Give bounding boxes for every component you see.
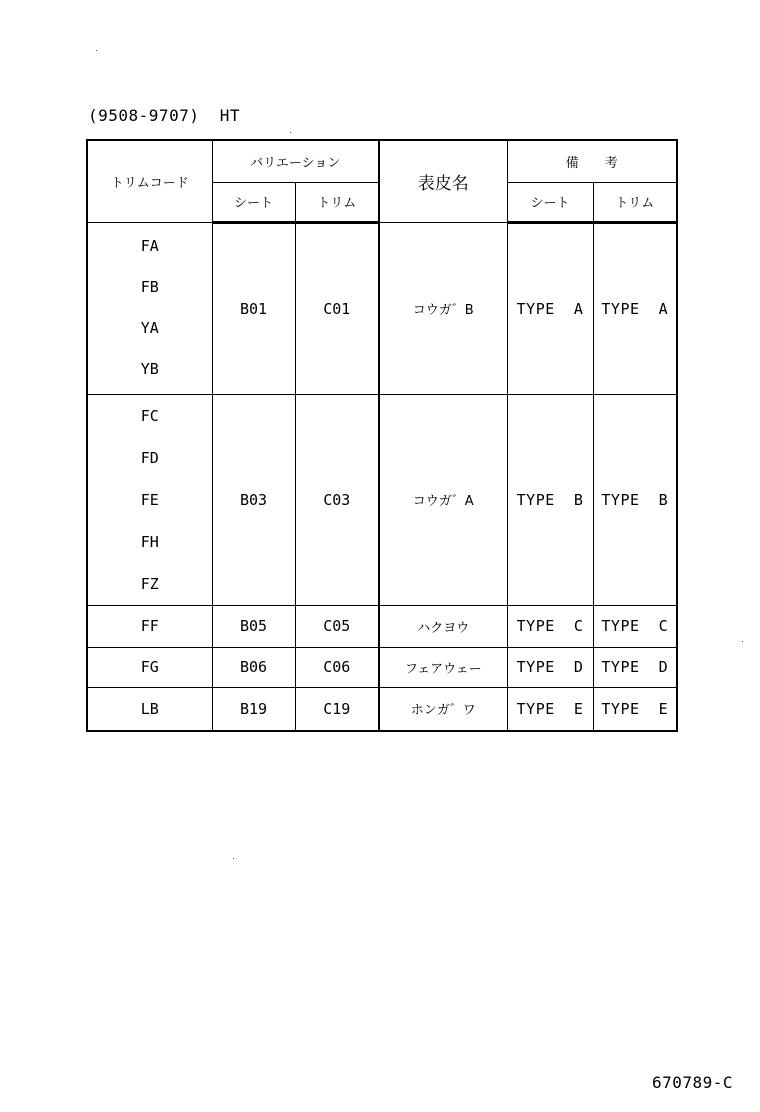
table-row bbox=[87, 647, 677, 687]
header-remarks-trim: トリム bbox=[593, 182, 677, 222]
header-variation: バリエーション bbox=[212, 140, 379, 182]
remarks-seat-cell: TYPE C bbox=[507, 605, 593, 647]
trim-code-cell: LB bbox=[87, 687, 212, 731]
trim-code-cell bbox=[87, 222, 212, 394]
trim-variation-cell: C03 bbox=[295, 394, 379, 605]
seat-variation-cell: B06 bbox=[212, 647, 295, 687]
seat-variation-cell: B05 bbox=[212, 605, 295, 647]
remarks-seat-cell: TYPE E bbox=[507, 687, 593, 731]
material-cell: ハクヨウ bbox=[379, 605, 507, 647]
trim-code-table bbox=[86, 139, 678, 732]
remarks-trim-cell: TYPE D bbox=[593, 647, 677, 687]
trim-code: FH bbox=[140, 532, 159, 551]
scan-speck bbox=[742, 641, 743, 642]
remarks-seat-cell: TYPE A bbox=[507, 222, 593, 394]
remarks-trim-cell: TYPE E bbox=[593, 687, 677, 731]
trim-variation-cell: C19 bbox=[295, 687, 379, 731]
table-row bbox=[87, 222, 677, 394]
material-cell: ホンガ゛ワ bbox=[379, 687, 507, 731]
scan-speck bbox=[290, 132, 291, 133]
table-row bbox=[87, 605, 677, 647]
trim-code: FE bbox=[140, 490, 159, 509]
header-variation-trim: トリム bbox=[295, 182, 379, 222]
header-remarks-seat: シート bbox=[507, 182, 593, 222]
material-cell: コウガ゛B bbox=[379, 222, 507, 394]
header-material-name: 表皮名 bbox=[379, 140, 507, 222]
scan-speck bbox=[233, 858, 234, 859]
trim-code: YA bbox=[140, 319, 159, 337]
trim-variation-cell: C06 bbox=[295, 647, 379, 687]
trim-code: FZ bbox=[140, 574, 159, 593]
trim-code: FB bbox=[140, 278, 159, 296]
trim-code-cell: FF bbox=[87, 605, 212, 647]
header-row-1 bbox=[87, 140, 677, 182]
seat-variation-cell: B19 bbox=[212, 687, 295, 731]
trim-variation-cell: C01 bbox=[295, 222, 379, 394]
trim-code: FA bbox=[140, 237, 159, 255]
document-code: 670789-C bbox=[652, 1073, 734, 1092]
remarks-trim-cell: TYPE A bbox=[593, 222, 677, 394]
remarks-seat-cell: TYPE B bbox=[507, 394, 593, 605]
remarks-trim-cell: TYPE B bbox=[593, 394, 677, 605]
trim-variation-cell: C05 bbox=[295, 605, 379, 647]
header-remarks: 備 考 bbox=[507, 140, 677, 182]
scan-speck bbox=[96, 50, 97, 51]
material-cell: フェアウェー bbox=[379, 647, 507, 687]
seat-variation-cell: B03 bbox=[212, 394, 295, 605]
trim-code-cell bbox=[87, 394, 212, 605]
remarks-trim-cell: TYPE C bbox=[593, 605, 677, 647]
seat-variation-cell: B01 bbox=[212, 222, 295, 394]
table-row bbox=[87, 394, 677, 605]
trim-code: YB bbox=[140, 360, 159, 378]
document-title: (9508-9707) HT bbox=[88, 106, 240, 125]
material-cell: コウガ゛A bbox=[379, 394, 507, 605]
header-variation-seat: シート bbox=[212, 182, 295, 222]
trim-code-cell: FG bbox=[87, 647, 212, 687]
header-trim-code: トリムコード bbox=[87, 140, 212, 222]
remarks-seat-cell: TYPE D bbox=[507, 647, 593, 687]
trim-code: FD bbox=[140, 448, 159, 467]
trim-code: FC bbox=[140, 406, 159, 425]
table-row bbox=[87, 687, 677, 731]
